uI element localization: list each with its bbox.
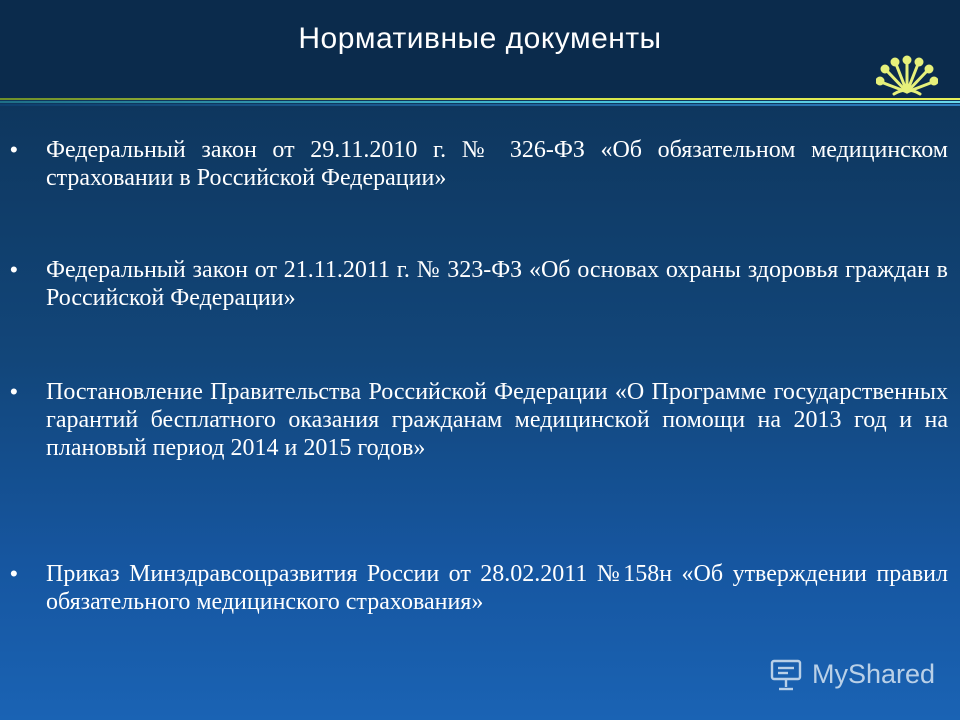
watermark-text: MyShared xyxy=(812,658,936,689)
document-item-1: Федеральный закон от 29.11.2010 г. № 326-ФЗ «Об обязательном медицинском страховании в Российской Федерации» xyxy=(46,137,948,191)
header-divider-stripes xyxy=(0,98,960,106)
watermark xyxy=(768,654,935,694)
document-item-4: Приказ Минздравсоцразвития России от 28.02.2011 №158н «Об утверждении правил обязательного медицинского страхования» xyxy=(46,561,948,615)
document-item-3: Постановление Правительства Российской Федерации «О Программе государственных гарантий бесплатного оказания гражданам медицинской помощи на 2013 год и на плановый период 2014 и 2015 годов» xyxy=(46,379,948,461)
document-item-2: Федеральный закон от 21.11.2011 г. № 323-ФЗ «Об основах охраны здоровья граждан в Российской Федерации» xyxy=(46,257,948,311)
page-title: Нормативные документы xyxy=(298,22,662,55)
bullet-icon: • xyxy=(10,137,18,162)
bullet-icon: • xyxy=(10,561,18,586)
slide-header xyxy=(0,0,960,98)
bullet-icon: • xyxy=(10,379,18,404)
flower-emblem-icon xyxy=(876,52,938,98)
bullet-icon: • xyxy=(10,257,18,282)
presentation-screen-icon xyxy=(768,656,804,692)
